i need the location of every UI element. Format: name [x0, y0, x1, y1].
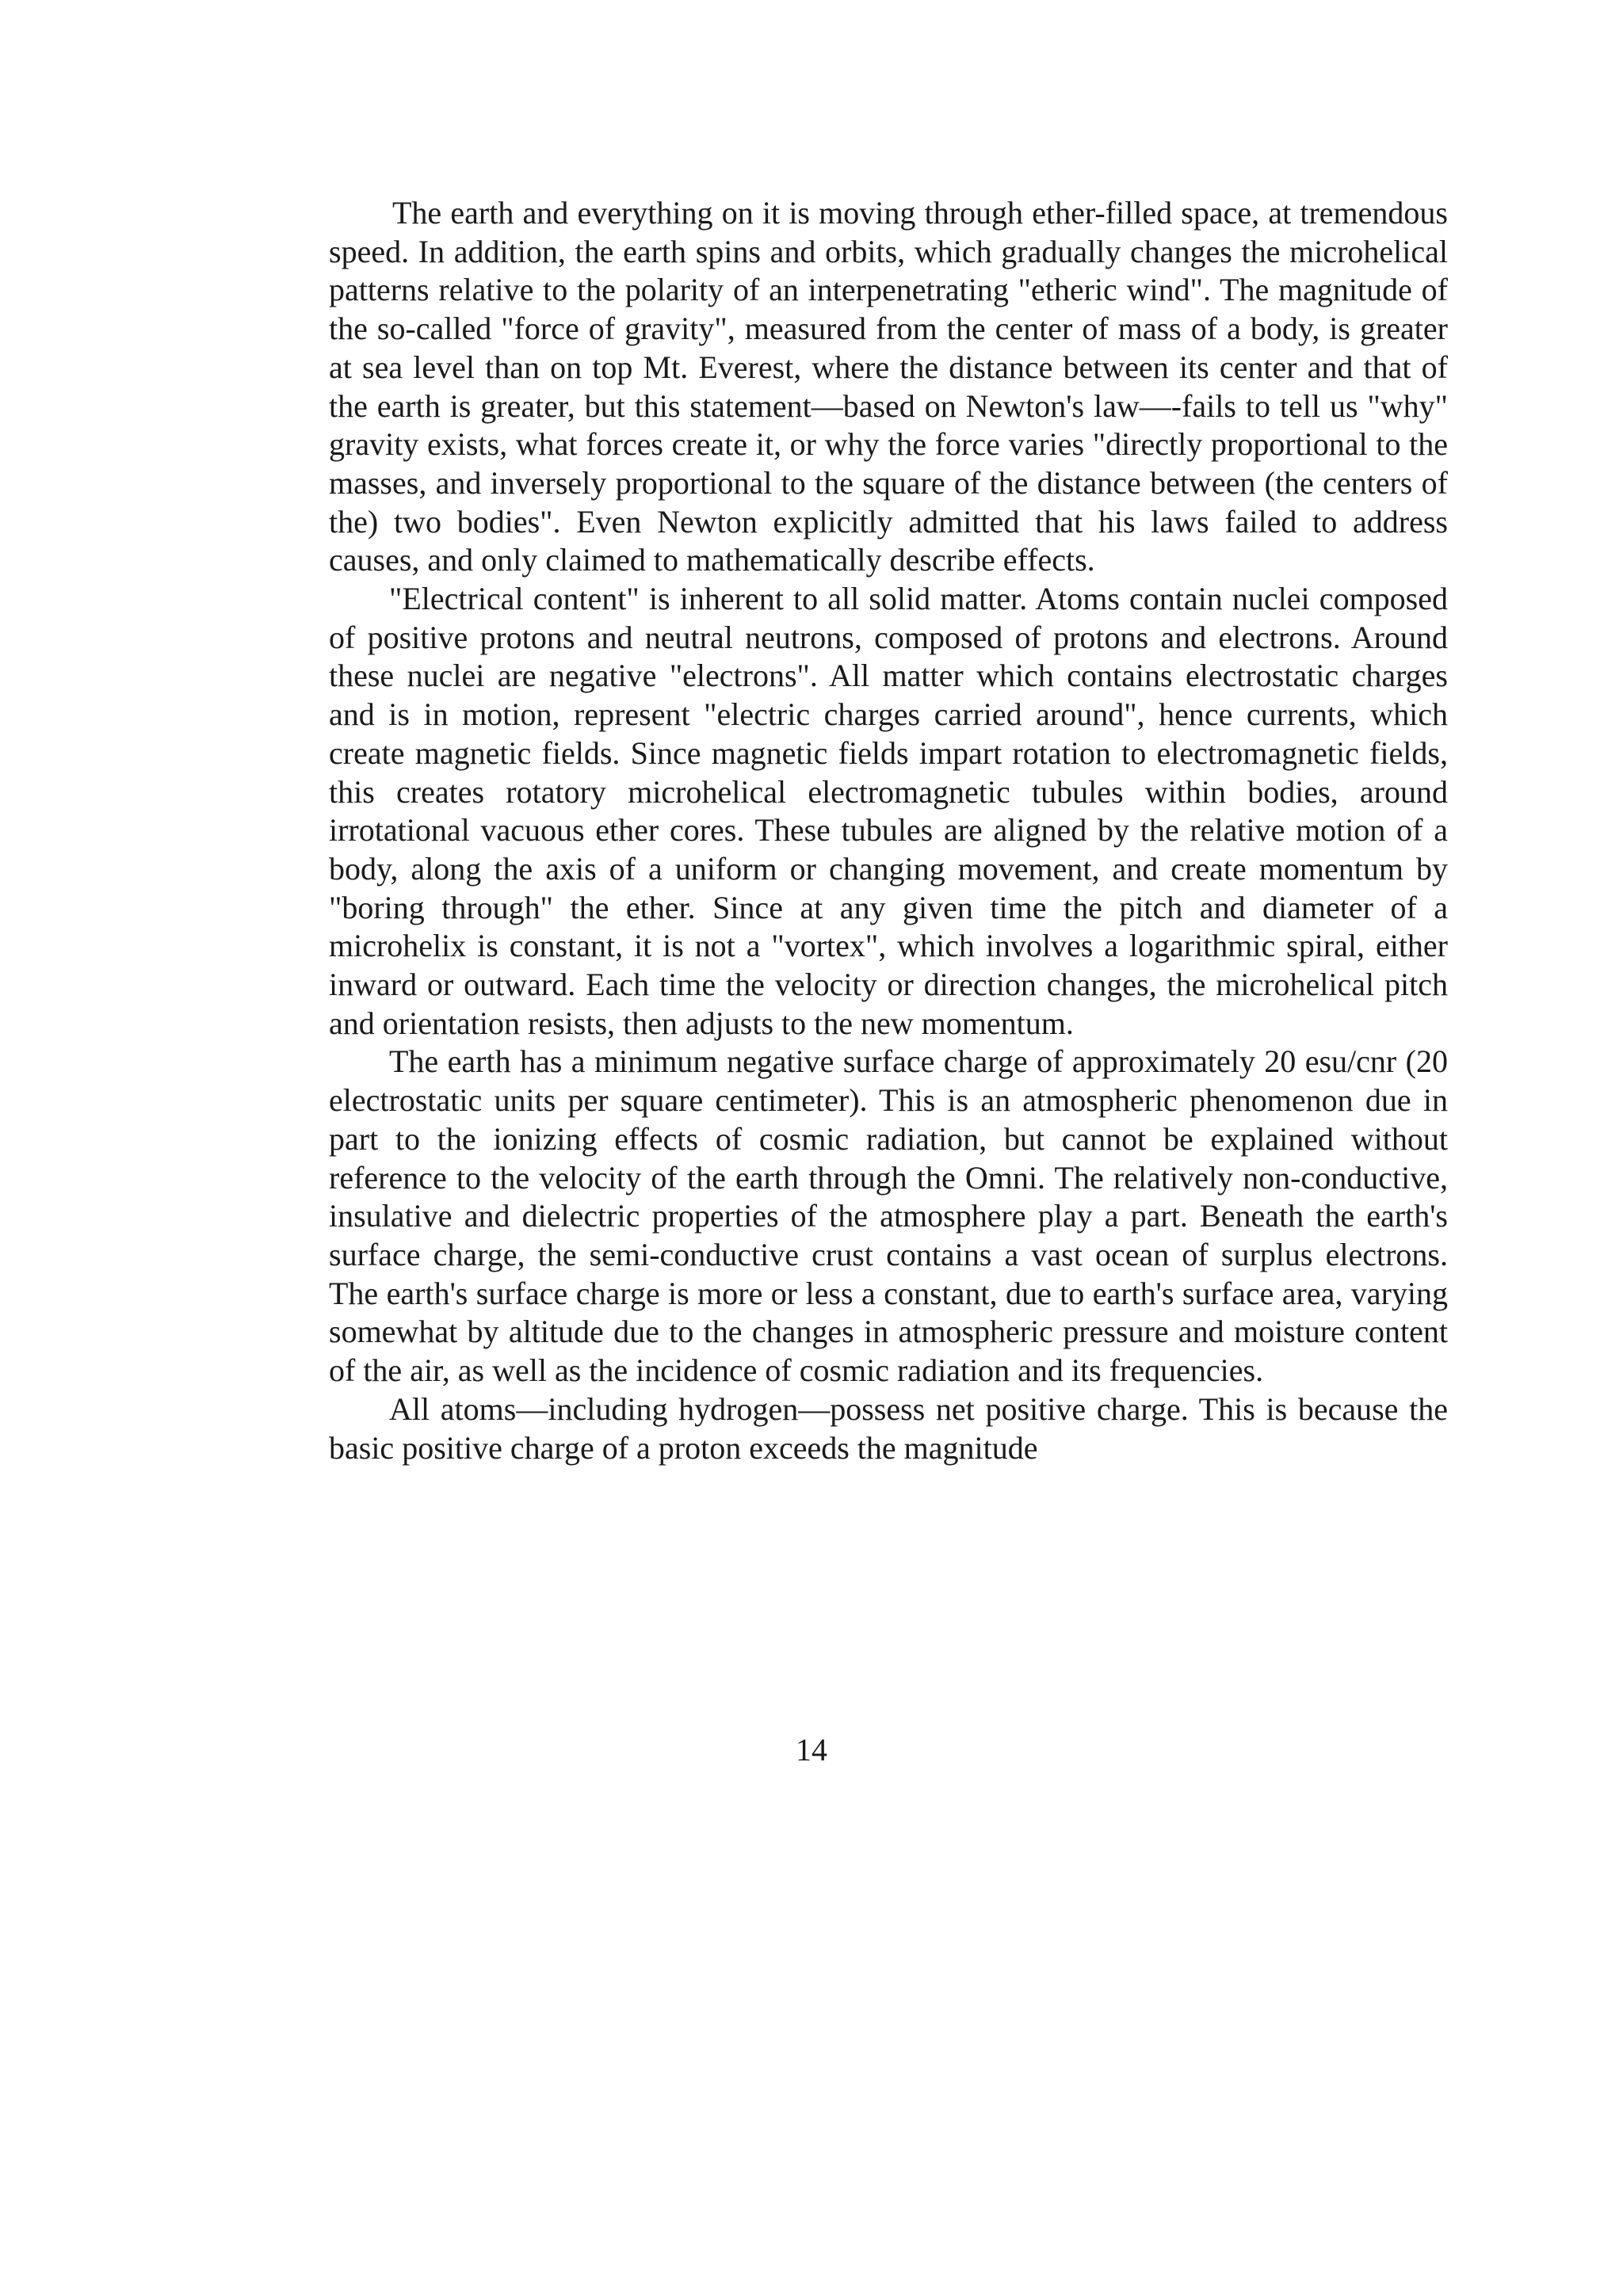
paragraph-earth-motion: The earth and everything on it is moving through ether-filled space, at tremendous speed. In addition, the earth spins and orbits, which gradually changes the microhelical patterns relative to the polarity of an interpenetrating "etheric wind". The magnitude of the so-called "force of gravity", measured from the center of mass of a body, is greater at sea level than on top Mt. Everest, where the distance between its center and that of the earth is greater, but this statement—based on Newton's law—-fails to tell us "why" gravity exists, what forces create it, or why the force varies "directly proportional to the masses, and inversely proportional to the square of the distance between (the centers of the) two bodies". Even Newton explicitly admitted that his laws failed to address causes, and only claimed to mathematically describe effects.: [329, 195, 1448, 578]
page-number: 14: [796, 1732, 827, 1768]
paragraph-atoms-charge: All atoms—including hydrogen—possess net positive charge. This is because the basic positive charge of a proton exceeds the magnitude: [329, 1390, 1448, 1466]
body-text: [329, 194, 1448, 1467]
paragraph-electrical-content: "Electrical content" is inherent to all solid matter. Atoms contain nuclei composed of positive protons and neutral neutrons, composed of protons and electrons. Around these nuclei are negative "electrons". All matter which contains electrostatic charges and is in motion, represent "electric charges carried around", hence currents, which create magnetic fields. Since magnetic fields impart rotation to electromagnetic fields, this creates rotatory microhelical electromagnetic tubules within bodies, around irrotational vacuous ether cores. These tubules are aligned by the relative motion of a body, along the axis of a uniform or changing movement, and create momentum by "boring through" the ether. Since at any given time the pitch and diameter of a microhelix is constant, it is not a "vortex", which involves a logarithmic spiral, either inward or outward. Each time the velocity or direction changes, the microhelical pitch and orientation resists, then adjusts to the new momentum.: [329, 581, 1448, 1041]
paragraph-surface-charge: The earth has a minimum negative surface charge of approximately 20 esu/cnr (20 electrostatic units per square centimeter). This is an atmospheric phenomenon due in part to the ionizing effects of cosmic radiation, but cannot be explained without reference to the velocity of the earth through the Omni. The relatively non-conductive, insulative and dielectric properties of the atmosphere play a part. Beneath the earth's surface charge, the semi-conductive crust contains a vast ocean of surplus electrons. The earth's surface charge is more or less a constant, due to earth's surface area, varying somewhat by altitude due to the changes in atmospheric pressure and moisture content of the air, as well as the incidence of cosmic radiation and its frequencies.: [329, 1043, 1448, 1389]
